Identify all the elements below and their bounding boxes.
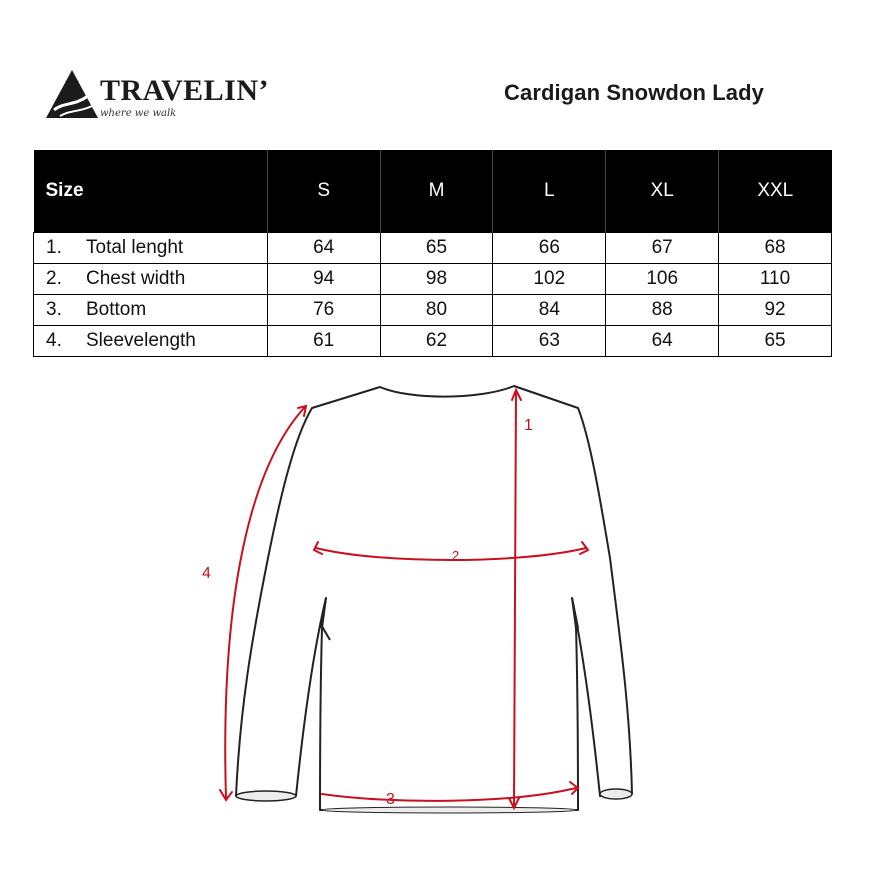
- size-table: [33, 150, 832, 357]
- value-cell: 65: [719, 326, 832, 357]
- row-number: 2.: [46, 268, 62, 289]
- left-cuff: [236, 791, 296, 801]
- value-cell: 61: [267, 326, 380, 357]
- size-header-label: Size: [34, 150, 268, 233]
- size-xl-header: XL: [606, 150, 719, 233]
- row-label: Total lenght: [86, 237, 184, 258]
- value-cell: 76: [267, 295, 380, 326]
- value-cell: 92: [719, 295, 832, 326]
- measure-label-3: 3: [386, 791, 395, 808]
- row-label-cell: [34, 264, 268, 295]
- row-number: 4.: [46, 330, 62, 351]
- value-cell: 64: [267, 233, 380, 264]
- value-cell: 65: [380, 233, 493, 264]
- brand-logo: [44, 66, 274, 126]
- row-label-cell: [34, 295, 268, 326]
- measure-line-3: [322, 788, 576, 801]
- value-cell: 63: [493, 326, 606, 357]
- right-cuff: [600, 789, 632, 799]
- measure-line-4: [225, 408, 304, 798]
- value-cell: 102: [493, 264, 606, 295]
- row-label-cell: [34, 233, 268, 264]
- row-number: 1.: [46, 237, 62, 258]
- value-cell: 98: [380, 264, 493, 295]
- brand-tagline: where we walk: [100, 108, 177, 119]
- value-cell: 80: [380, 295, 493, 326]
- value-cell: 66: [493, 233, 606, 264]
- size-header-row: [34, 150, 832, 233]
- mountain-logo-icon: [44, 66, 100, 122]
- value-cell: 84: [493, 295, 606, 326]
- size-s-header: S: [267, 150, 380, 233]
- garment-diagram: [180, 378, 700, 828]
- brand-name: TRAVELIN’: [100, 74, 269, 107]
- value-cell: 110: [719, 264, 832, 295]
- product-title: Cardigan Snowdon Lady: [504, 80, 764, 105]
- value-cell: 88: [606, 295, 719, 326]
- row-number: 3.: [46, 299, 62, 320]
- measure-line-1: [514, 392, 516, 806]
- size-m-header: M: [380, 150, 493, 233]
- table-row: [34, 233, 832, 264]
- row-label: Chest width: [86, 268, 186, 289]
- table-row: [34, 264, 832, 295]
- measure-label-4: 4: [202, 565, 211, 582]
- measure-lines: [220, 390, 588, 808]
- size-l-header: L: [493, 150, 606, 233]
- row-label-cell: [34, 326, 268, 357]
- hem: [320, 807, 578, 813]
- value-cell: 64: [606, 326, 719, 357]
- value-cell: 62: [380, 326, 493, 357]
- size-xxl-header: XXL: [719, 150, 832, 233]
- value-cell: 68: [719, 233, 832, 264]
- value-cell: 94: [267, 264, 380, 295]
- measure-label-2: 2: [452, 548, 460, 563]
- measure-label-1: 1: [524, 417, 533, 434]
- row-label: Bottom: [86, 299, 147, 320]
- value-cell: 67: [606, 233, 719, 264]
- measure-line-2: [316, 548, 586, 560]
- table-row: [34, 326, 832, 357]
- sweater-outline: [236, 386, 632, 810]
- row-label: Sleevelength: [86, 330, 196, 351]
- table-row: [34, 295, 832, 326]
- value-cell: 106: [606, 264, 719, 295]
